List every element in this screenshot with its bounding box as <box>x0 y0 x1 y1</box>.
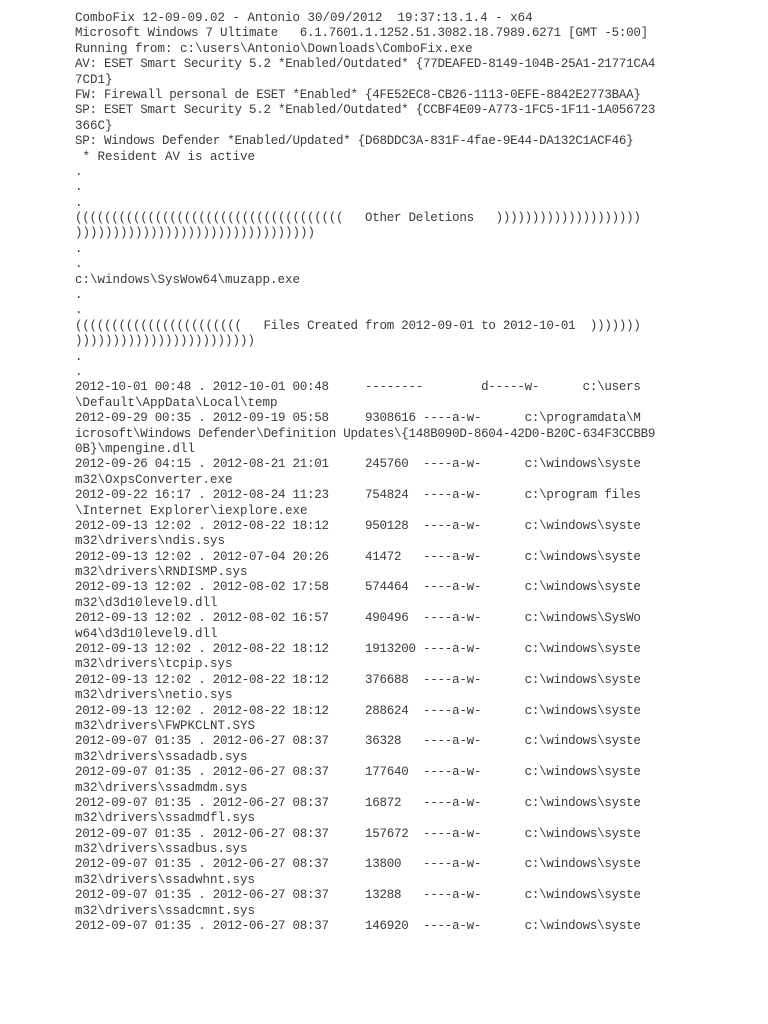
file-entry-path: m32\drivers\ssadadb.sys <box>75 749 248 764</box>
log-line: . <box>75 257 83 272</box>
file-entry-path: w64\d3d10level9.dll <box>75 626 218 641</box>
file-entry-path: m32\drivers\ndis.sys <box>75 534 226 549</box>
log-line: . <box>75 180 83 195</box>
file-entry: 2012-09-07 01:35 . 2012-06-27 08:37 177640 ----a-w- c:\windows\syste <box>75 765 641 780</box>
file-entry-path: m32\drivers\ssadmdfl.sys <box>75 811 256 826</box>
file-entry: 2012-09-26 04:15 . 2012-08-21 21:01 245760 ----a-w- c:\windows\syste <box>75 457 641 472</box>
file-entry: 2012-09-29 00:35 . 2012-09-19 05:58 9308616 ----a-w- c:\programdata\M <box>75 411 641 426</box>
file-entry: 2012-09-13 12:02 . 2012-08-22 18:12 1913200 ----a-w- c:\windows\syste <box>75 642 641 657</box>
file-entry-path: m32\d3d10level9.dll <box>75 595 218 610</box>
file-entry-path: \Internet Explorer\iexplore.exe <box>75 503 308 518</box>
section-header: ((((((((((((((((((((((((((((((((((((( Other Deletions )))))))))))))))))))) <box>75 211 641 226</box>
log-line: . <box>75 349 83 364</box>
log-line: . <box>75 241 83 256</box>
log-line: . <box>75 288 83 303</box>
log-line: 7CD1} <box>75 72 113 87</box>
section-header: )))))))))))))))))))))))))))))))) <box>75 226 316 241</box>
log-line: * Resident AV is active <box>75 149 256 164</box>
log-line: . <box>75 303 83 318</box>
file-entry: 2012-09-07 01:35 . 2012-06-27 08:37 13800 ----a-w- c:\windows\syste <box>75 857 641 872</box>
file-entry: 2012-09-07 01:35 . 2012-06-27 08:37 146920 ----a-w- c:\windows\syste <box>75 919 641 934</box>
file-entry-path: m32\drivers\ssadbus.sys <box>75 842 248 857</box>
log-line: . <box>75 195 83 210</box>
section-header: ((((((((((((((((((((((( Files Created from 2012-09-01 to 2012-10-01 ))))))) <box>75 318 641 333</box>
file-entry-path: icrosoft\Windows Defender\Definition Updates\{148B090D-8604-42D0-B20C-634F3CCBB9 <box>75 426 656 441</box>
file-entry: 2012-09-13 12:02 . 2012-08-02 17:58 574464 ----a-w- c:\windows\syste <box>75 580 641 595</box>
file-entry-path: m32\drivers\netio.sys <box>75 688 233 703</box>
file-entry-path: \Default\AppData\Local\temp <box>75 395 278 410</box>
log-line: ComboFix 12-09-09.02 - Antonio 30/09/2012 19:37:13.1.4 - x64 <box>75 11 533 25</box>
file-entry: 2012-09-22 16:17 . 2012-08-24 11:23 754824 ----a-w- c:\program files <box>75 488 641 503</box>
file-entry: 2012-09-07 01:35 . 2012-06-27 08:37 36328 ----a-w- c:\windows\syste <box>75 734 641 749</box>
file-entry-path: m32\OxpsConverter.exe <box>75 472 233 487</box>
file-entry: 2012-09-13 12:02 . 2012-08-22 18:12 288624 ----a-w- c:\windows\syste <box>75 703 641 718</box>
log-line: c:\windows\SysWow64\muzapp.exe <box>75 272 301 287</box>
file-entry-path: m32\drivers\ssadcmnt.sys <box>75 903 256 918</box>
file-entry-path: m32\drivers\RNDISMP.sys <box>75 565 248 580</box>
log-line: AV: ESET Smart Security 5.2 *Enabled/Outdated* {77DEAFED-8149-104B-25A1-21771CA4 <box>75 57 656 72</box>
file-entry: 2012-09-13 12:02 . 2012-08-22 18:12 950128 ----a-w- c:\windows\syste <box>75 518 641 533</box>
log-line: . <box>75 364 83 379</box>
file-entry: 2012-09-07 01:35 . 2012-06-27 08:37 16872 ----a-w- c:\windows\syste <box>75 795 641 810</box>
file-entry-path: m32\drivers\ssadmdm.sys <box>75 780 248 795</box>
file-entry-path: m32\drivers\tcpip.sys <box>75 657 233 672</box>
log-line: Microsoft Windows 7 Ultimate 6.1.7601.1.1252.51.3082.18.7989.6271 [GMT -5:00] <box>75 26 648 41</box>
file-entry: 2012-09-13 12:02 . 2012-08-02 16:57 490496 ----a-w- c:\windows\SysWo <box>75 611 641 626</box>
file-entry: 2012-09-13 12:02 . 2012-07-04 20:26 41472 ----a-w- c:\windows\syste <box>75 549 641 564</box>
file-entry-path: 0B}\mpengine.dll <box>75 441 196 456</box>
file-entry-path: m32\drivers\FWPKCLNT.SYS <box>75 718 256 733</box>
log-line: SP: Windows Defender *Enabled/Updated* {D68DDC3A-831F-4fae-9E44-DA132C1ACF46} <box>75 134 634 149</box>
file-entry: 2012-09-07 01:35 . 2012-06-27 08:37 13288 ----a-w- c:\windows\syste <box>75 888 641 903</box>
log-line: . <box>75 164 83 179</box>
log-line: FW: Firewall personal de ESET *Enabled* {4FE52EC8-CB26-1113-0EFE-8842E2773BAA} <box>75 87 641 102</box>
log-line: 366C} <box>75 118 113 133</box>
file-entry: 2012-10-01 00:48 . 2012-10-01 00:48 -------- d-----w- c:\users <box>75 380 641 395</box>
log-line: Running from: c:\users\Antonio\Downloads\ComboFix.exe <box>75 41 473 56</box>
file-entry: 2012-09-13 12:02 . 2012-08-22 18:12 376688 ----a-w- c:\windows\syste <box>75 672 641 687</box>
file-entry-path: m32\drivers\ssadwhnt.sys <box>75 872 256 887</box>
section-header: )))))))))))))))))))))))) <box>75 334 256 349</box>
file-entry: 2012-09-07 01:35 . 2012-06-27 08:37 157672 ----a-w- c:\windows\syste <box>75 826 641 841</box>
log-line: SP: ESET Smart Security 5.2 *Enabled/Outdated* {CCBF4E09-A773-1FC5-1F11-1A056723 <box>75 103 656 118</box>
